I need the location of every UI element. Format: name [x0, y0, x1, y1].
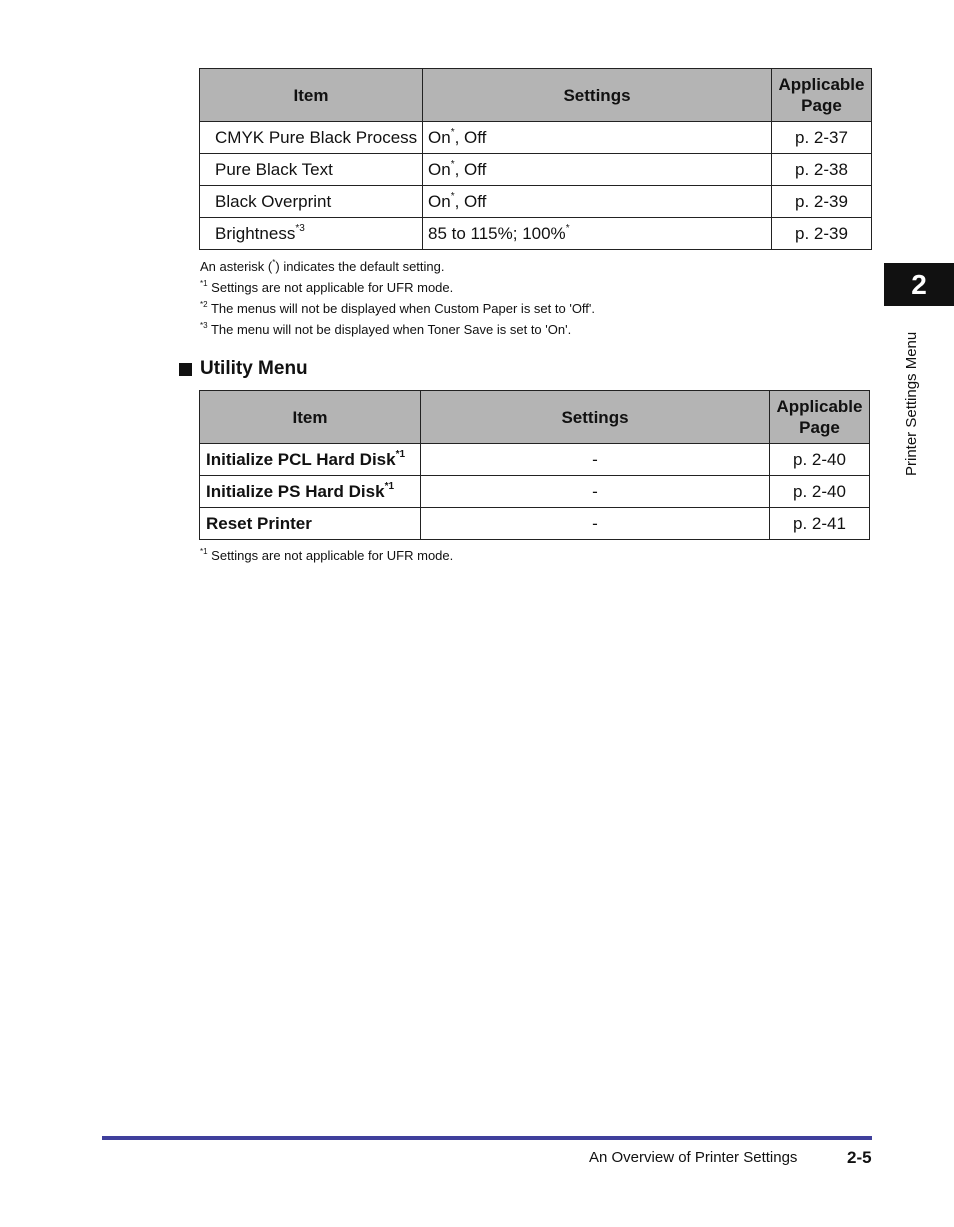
settings-cell: -	[421, 508, 770, 540]
footnote-mark: *2	[200, 299, 208, 309]
printer-settings-table	[199, 68, 872, 250]
header-item: Item	[200, 391, 421, 444]
page-cell: p. 2-41	[770, 508, 870, 540]
footer-rule	[102, 1136, 872, 1140]
footnote-text: An asterisk (	[200, 259, 273, 274]
page-number: 2-5	[847, 1148, 872, 1167]
item-cell	[200, 444, 421, 476]
page-cell: p. 2-40	[770, 444, 870, 476]
default-asterisk: *	[450, 126, 455, 138]
footer-section-title: An Overview of Printer Settings	[589, 1149, 798, 1166]
chapter-number-tab: 2	[884, 263, 954, 306]
item-name: Reset Printer	[206, 513, 312, 533]
header-applicable-page	[772, 69, 872, 122]
settings-cell	[423, 186, 772, 218]
header-settings: Settings	[421, 391, 770, 444]
section-title: Utility Menu	[200, 358, 308, 379]
item-cell	[200, 122, 423, 154]
page-cell: p. 2-40	[770, 476, 870, 508]
item-name: Initialize PCL Hard Disk	[206, 449, 396, 469]
footnote-3	[200, 319, 595, 340]
footnote-mark: *1	[200, 278, 208, 288]
page-cell: p. 2-38	[772, 154, 872, 186]
header-applicable-label: Applicable	[776, 397, 863, 416]
table-row	[200, 218, 872, 250]
item-cell	[200, 186, 423, 218]
footnote-mark: *1	[200, 546, 208, 556]
utility-menu-table	[199, 390, 870, 540]
table-row	[200, 186, 872, 218]
settings-cell	[423, 218, 772, 250]
footnote-text: Settings are not applicable for UFR mode.	[207, 280, 454, 295]
table-header-row	[200, 69, 872, 122]
item-name: CMYK Pure Black Process	[215, 127, 418, 147]
footnote-mark: *3	[200, 320, 208, 330]
table-row	[200, 444, 870, 476]
item-footnote-mark: *3	[295, 222, 305, 234]
setting-default-value: On	[428, 127, 451, 147]
setting-default-value: 85 to 115%; 100%	[428, 223, 566, 243]
footnotes	[200, 256, 595, 340]
table-row	[200, 122, 872, 154]
table-row	[200, 476, 870, 508]
default-asterisk: *	[450, 190, 455, 202]
page-cell: p. 2-39	[772, 218, 872, 250]
chapter-title-vertical: Printer Settings Menu	[903, 331, 920, 476]
setting-default-value: On	[428, 191, 451, 211]
item-name: Pure Black Text	[215, 159, 333, 179]
default-asterisk: *	[565, 222, 570, 234]
setting-other-value: , Off	[454, 127, 487, 147]
settings-cell: -	[421, 444, 770, 476]
footnote-default	[200, 256, 595, 277]
table-header-row	[200, 391, 870, 444]
footnote-1	[200, 545, 453, 566]
header-page-label: Page	[799, 418, 840, 437]
utility-footnotes	[200, 545, 453, 566]
settings-cell: -	[421, 476, 770, 508]
header-settings: Settings	[423, 69, 772, 122]
header-applicable-page	[770, 391, 870, 444]
default-asterisk: *	[450, 158, 455, 170]
item-name: Black Overprint	[215, 191, 332, 211]
footnote-1	[200, 277, 595, 298]
section-heading	[179, 358, 308, 380]
header-page-label: Page	[801, 96, 842, 115]
footnote-2	[200, 298, 595, 319]
settings-cell	[423, 154, 772, 186]
item-name: Initialize PS Hard Disk	[206, 481, 385, 501]
item-name: Brightness	[215, 223, 296, 243]
page-cell: p. 2-37	[772, 122, 872, 154]
header-item: Item	[200, 69, 423, 122]
settings-cell	[423, 122, 772, 154]
item-footnote-mark: *1	[384, 480, 395, 492]
page-cell: p. 2-39	[772, 186, 872, 218]
item-footnote-mark: *1	[395, 448, 406, 460]
item-cell	[200, 218, 423, 250]
setting-other-value: , Off	[454, 191, 487, 211]
footnote-text: Settings are not applicable for UFR mode.	[207, 548, 454, 563]
footnote-asterisk: *	[272, 257, 276, 267]
footnote-text: The menus will not be displayed when Custom Paper is set to 'Off'.	[207, 301, 596, 316]
footnote-text: The menu will not be displayed when Toner Save is set to 'On'.	[207, 322, 572, 337]
item-cell	[200, 476, 421, 508]
header-applicable-label: Applicable	[778, 75, 865, 94]
setting-other-value: , Off	[454, 159, 487, 179]
table-row	[200, 154, 872, 186]
item-cell	[200, 154, 423, 186]
table-row	[200, 508, 870, 540]
setting-default-value: On	[428, 159, 451, 179]
square-bullet-icon	[179, 363, 192, 376]
footnote-text: ) indicates the default setting.	[275, 259, 445, 274]
item-cell	[200, 508, 421, 540]
